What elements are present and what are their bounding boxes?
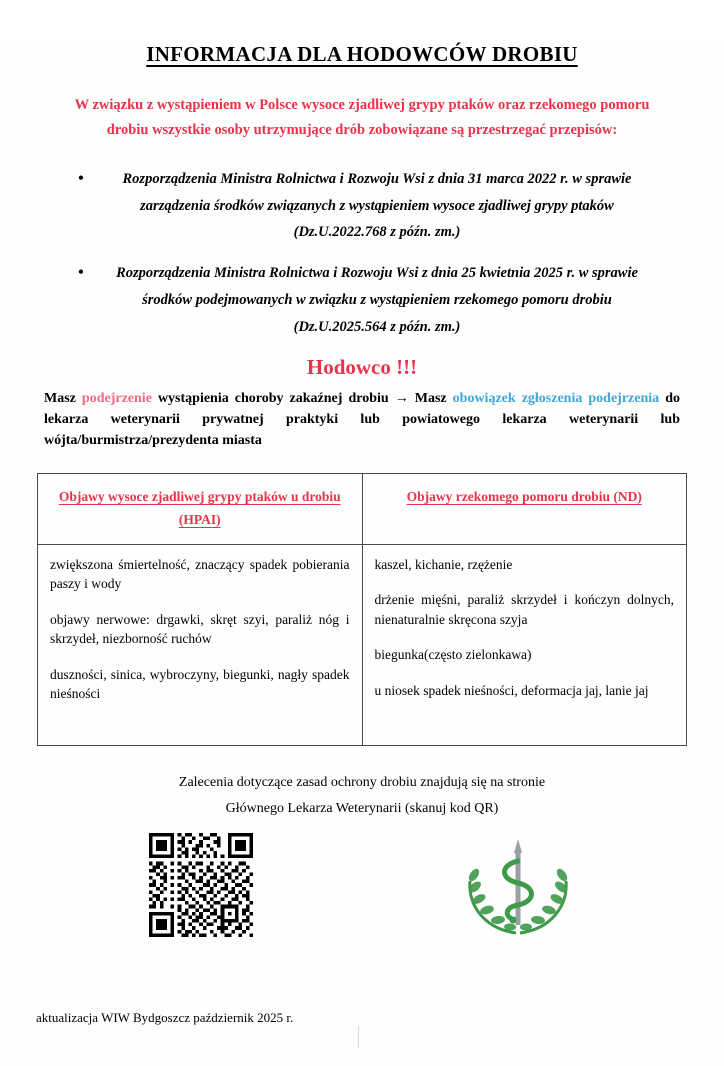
footer-note-line1: Zalecenia dotyczące zasad ochrony drobiu znajdują się na stronie xyxy=(178,774,546,790)
warning-part1: Masz xyxy=(44,390,82,406)
symptom-item: kaszel, kichanie, rzężenie xyxy=(374,556,513,572)
warning-part3: Masz xyxy=(408,390,453,406)
list-item xyxy=(78,166,654,246)
warning-highlight-suspicion: podejrzenie xyxy=(81,390,152,406)
symptom-item: drżenie mięśni, paraliż skrzydeł i kończyn dolnych, nienaturalnie skręcona szyja xyxy=(374,592,674,627)
warning-paragraph xyxy=(44,388,680,451)
regulations-list xyxy=(36,166,688,341)
list-item xyxy=(78,260,654,340)
warning-highlight-obligation: obowiązek zgłoszenia podejrzenia xyxy=(452,390,660,406)
symptom-item: duszności, sinica, wybroczyny, biegunki, nagły spadek nieśności xyxy=(50,666,350,702)
table-row xyxy=(38,544,687,745)
document-page xyxy=(0,42,724,1066)
qr-code-icon[interactable] xyxy=(149,833,253,937)
update-line: aktualizacja WIW Bydgoszcz październik 2025 r. xyxy=(36,1010,294,1025)
call-heading: Hodowco !!! xyxy=(306,354,418,379)
table-header-hpai: Objawy wysoce zjadliwej grypy ptaków u drobiu (HPAI) xyxy=(38,473,363,544)
table-header-row xyxy=(38,473,687,544)
intro-paragraph: W związku z wystąpieniem w Polsce wysoce zjadliwej grypy ptaków oraz rzekomego pomoru drobiu wszystkie osoby utrzymujące drób zobowiązane są przestrzegać przepisów: xyxy=(74,97,650,139)
veterinary-caduceus-logo xyxy=(458,833,578,941)
arrow-icon: → xyxy=(394,390,409,406)
bullet-icon: • xyxy=(78,264,84,282)
symptom-item: u niosek spadek nieśności, deformacja jaj, lanie jaj xyxy=(374,682,649,698)
table-header-nd: Objawy rzekomego pomoru drobiu (ND) xyxy=(362,473,687,544)
scan-artifact xyxy=(358,1026,359,1048)
page-title: INFORMACJA DLA HODOWCÓW DROBIU xyxy=(146,42,578,66)
table-cell-nd-symptoms xyxy=(362,544,687,745)
footer-note xyxy=(36,770,688,823)
regulation-text: Rozporządzenia Ministra Rolnictwa i Rozwoju Wsi z dnia 31 marca 2022 r. w sprawie zarządzenia środków związanych z wystąpieniem wysoce zjadliwej grypy ptaków (Dz.U.2022.768 z późn. zm.) xyxy=(122,170,632,241)
warning-part2: wystąpienia choroby zakaźnej drobiu xyxy=(151,390,395,406)
regulation-text: Rozporządzenia Ministra Rolnictwa i Rozwoju Wsi z dnia 25 kwietnia 2025 r. w sprawie środków podejmowanych w związku z wystąpieniem rzekomego pomoru drobiu (Dz.U.2025.564 z późn. zm.) xyxy=(116,265,638,335)
warning-part4: do lekarza weterynarii prywatnej praktyki lub powiatowego lekarza weterynarii lub wójta/burmistrza/prezydenta miasta xyxy=(44,390,680,448)
symptom-item: biegunka(często zielonkawa) xyxy=(374,647,532,663)
symptom-item: zwiększona śmiertelność, znaczący spadek pobierania paszy i wody xyxy=(50,556,350,592)
footer-note-line2: Głównego Lekarza Weterynarii (skanuj kod QR) xyxy=(225,801,499,817)
symptom-item: objawy nerwowe: drgawki, skręt szyi, paraliż nóg i skrzydeł, niezborność ruchów xyxy=(50,611,350,647)
bullet-icon: • xyxy=(78,169,84,187)
symptoms-table xyxy=(37,473,687,746)
media-row xyxy=(36,833,688,943)
table-cell-hpai-symptoms xyxy=(38,544,363,745)
